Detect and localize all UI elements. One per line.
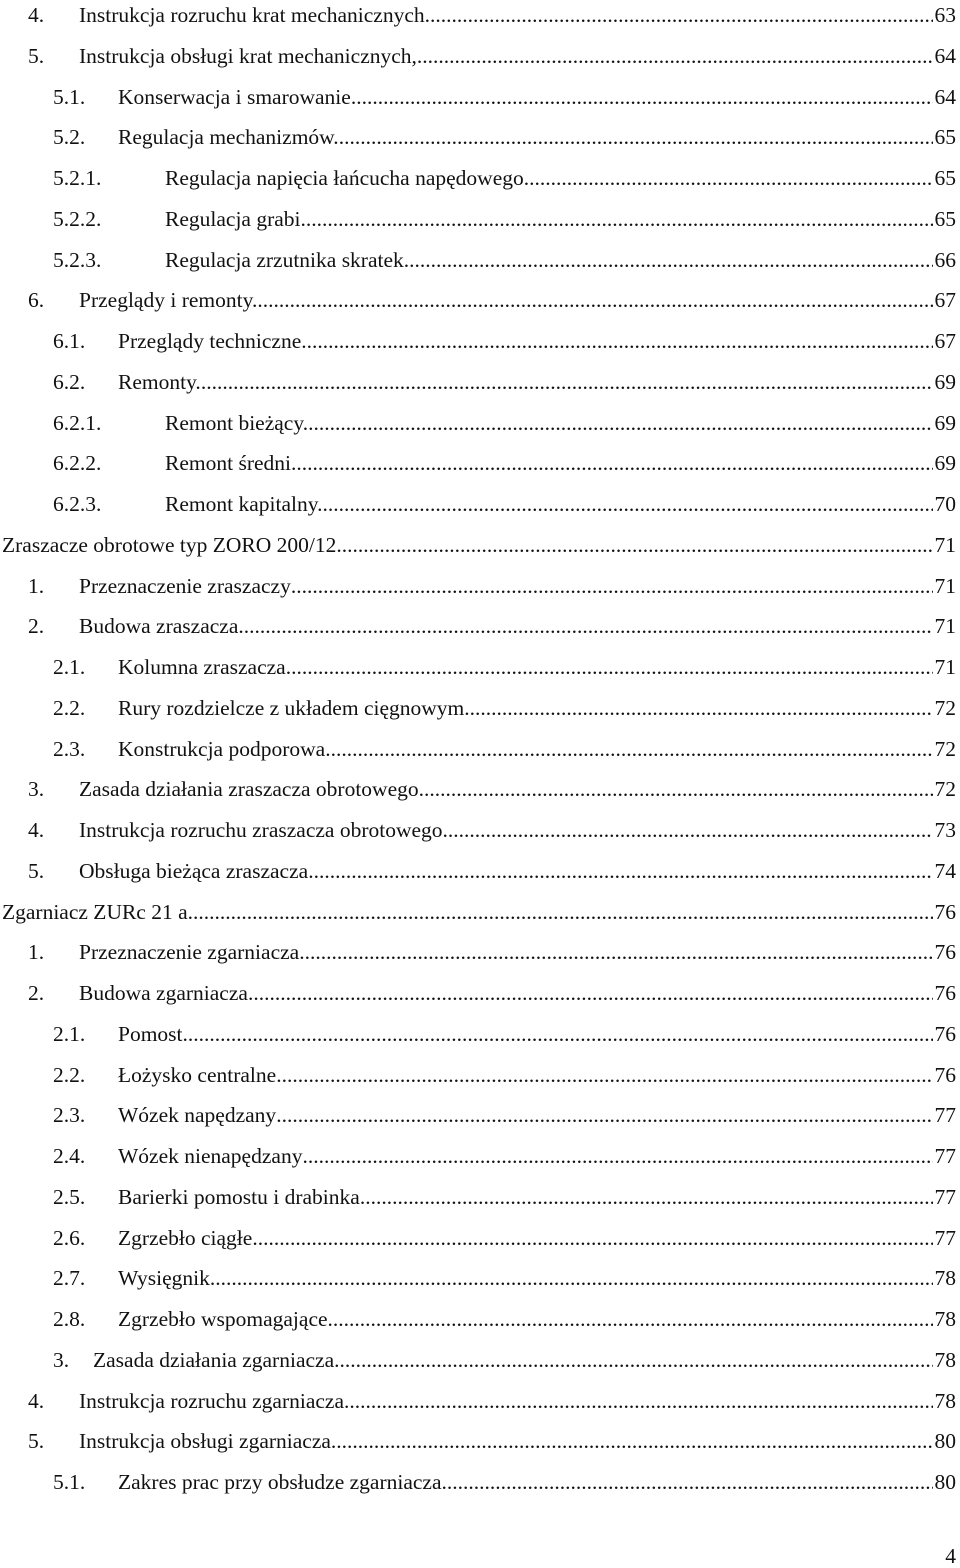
toc-entry-page: 66	[934, 247, 956, 272]
toc-entry-page: 65	[934, 166, 956, 190]
toc-dot-leader	[276, 1060, 932, 1090]
toc-entry-title: Zgrzebło ciągłe	[118, 1225, 253, 1250]
toc-entry-page: 72	[934, 736, 956, 761]
toc-entry-title: Zakres prac przy obsłudze zgarniacza	[118, 1470, 442, 1494]
toc-entry[interactable]	[0, 41, 956, 71]
toc-dot-leader	[291, 571, 933, 601]
toc-entry-number: 2.7.	[53, 1266, 86, 1291]
toc-entry-page: 71	[934, 655, 956, 679]
toc-entry[interactable]	[0, 937, 956, 967]
toc-entry-page: 65	[934, 125, 956, 150]
toc-entry-page: 69	[934, 410, 956, 435]
toc-entry-number: 2.2.	[53, 695, 86, 720]
toc-entry-number: 6.	[28, 288, 45, 313]
toc-entry-number: 4.	[28, 3, 45, 27]
toc-entry[interactable]	[0, 897, 956, 927]
toc-dot-leader	[308, 856, 932, 886]
toc-entry-page: 76	[934, 899, 956, 924]
toc-entry-number: 5.2.1.	[53, 166, 102, 190]
toc-entry[interactable]	[0, 1060, 956, 1090]
toc-entry-number: 6.1.	[53, 329, 86, 353]
toc-entry-number: 2.1.	[53, 1021, 86, 1046]
toc-entry[interactable]	[0, 1223, 956, 1253]
toc-entry[interactable]	[0, 693, 956, 723]
toc-entry-title: Remont średni.	[165, 451, 297, 476]
toc-entry-title: Remont kapitalny.	[165, 492, 323, 516]
toc-entry-number: 5.	[28, 858, 45, 883]
toc-entry-page: 77	[934, 1184, 956, 1209]
toc-entry-number: 1.	[28, 940, 45, 965]
toc-dot-leader	[331, 1426, 933, 1456]
toc-entry[interactable]	[0, 1141, 956, 1171]
toc-entry[interactable]	[0, 734, 956, 764]
toc-entry-number: 2.8.	[53, 1307, 86, 1331]
toc-dot-leader	[425, 0, 933, 30]
toc-dot-leader	[188, 897, 933, 927]
toc-entry[interactable]	[0, 489, 956, 519]
toc-dot-leader	[248, 978, 933, 1008]
toc-entry-number: 4.	[28, 1388, 45, 1413]
toc-entry-title: Zraszacze obrotowe typ ZORO 200/12	[2, 532, 337, 557]
toc-entry-title: Kolumna zraszacza	[118, 655, 286, 679]
toc-entry-page: 78	[934, 1388, 956, 1413]
toc-entry-page: 76	[934, 1062, 956, 1087]
toc-entry-title: Zgarniacz ZURc 21 a	[2, 899, 188, 924]
toc-entry-number: 6.2.1.	[53, 410, 102, 435]
toc-entry-page: 78	[934, 1266, 956, 1291]
toc-entry-page: 77	[934, 1144, 956, 1168]
toc-entry-page: 64	[934, 43, 956, 68]
toc-entry[interactable]	[0, 978, 956, 1008]
toc-entry-title: Instrukcja rozruchu krat mechanicznych	[79, 3, 425, 27]
toc-entry-page: 78	[934, 1347, 956, 1372]
toc-entry-title: Konstrukcja podporowa	[118, 736, 326, 761]
toc-entry-page: 70	[934, 492, 956, 516]
toc-entry-title: Przeglądy techniczne.	[118, 329, 307, 353]
toc-dot-leader	[529, 163, 932, 193]
toc-entry[interactable]	[0, 1182, 956, 1212]
toc-entry-page: 76	[934, 940, 956, 965]
toc-entry[interactable]	[0, 204, 956, 234]
toc-entry-number: 5.2.	[53, 125, 86, 150]
toc-entry-page: 71	[934, 573, 956, 598]
toc-entry-page: 69	[934, 451, 956, 476]
toc-dot-leader	[306, 204, 933, 234]
toc-entry-number: 2.	[28, 981, 45, 1005]
toc-dot-leader	[286, 652, 933, 682]
toc-entry-page: 71	[934, 532, 956, 557]
toc-entry-page: 74	[934, 858, 956, 883]
toc-entry[interactable]	[0, 1019, 956, 1049]
toc-entry-title: Instrukcja rozruchu zraszacza obrotowego	[79, 818, 443, 842]
toc-entry-number: 1.	[28, 573, 45, 598]
toc-entry[interactable]	[0, 611, 956, 641]
toc-dot-leader	[276, 1100, 932, 1130]
toc-dot-leader	[210, 1263, 933, 1293]
toc-entry-number: 4.	[28, 818, 45, 842]
toc-dot-leader	[308, 408, 932, 438]
toc-entry-page: 80	[934, 1429, 956, 1454]
toc-dot-leader	[325, 734, 932, 764]
toc-entry-title: Przeznaczenie zraszaczy	[79, 573, 291, 598]
toc-entry-number: 6.2.	[53, 369, 86, 394]
toc-entry-page: 80	[934, 1470, 956, 1494]
toc-entry-title: Łożysko centralne	[118, 1062, 277, 1087]
toc-entry-page: 65	[934, 206, 956, 231]
toc-dot-leader	[296, 448, 932, 478]
toc-entry[interactable]	[0, 1263, 956, 1293]
toc-entry[interactable]	[0, 530, 956, 560]
toc-entry-number: 3.	[53, 1347, 70, 1372]
toc-entry-page: 77	[934, 1225, 956, 1250]
toc-entry[interactable]	[0, 571, 956, 601]
toc-entry-number: 5.	[28, 1429, 45, 1454]
toc-entry-title: Instrukcja rozruchu zgarniacza	[79, 1388, 345, 1413]
toc-dot-leader	[419, 774, 933, 804]
toc-entry[interactable]	[0, 163, 956, 193]
toc-dot-leader	[307, 326, 933, 356]
toc-dot-leader	[360, 1182, 933, 1212]
toc-entry-number: 2.5.	[53, 1184, 86, 1209]
toc-entry-number: 2.	[28, 614, 45, 639]
toc-entry-title: Budowa zgarniacza	[79, 981, 248, 1005]
toc-entry[interactable]	[0, 1467, 956, 1497]
toc-entry-page: 72	[934, 695, 956, 720]
toc-dot-leader	[344, 1386, 932, 1416]
toc-dot-leader	[442, 1467, 933, 1497]
toc-entry-page: 67	[934, 288, 956, 313]
toc-entry-page: 69	[934, 369, 956, 394]
toc-dot-leader	[183, 1019, 933, 1049]
toc-entry-title: Remont bieżący.	[165, 410, 309, 435]
toc-entry-title: Przeznaczenie zgarniacza	[79, 940, 300, 965]
toc-entry[interactable]	[0, 1100, 956, 1130]
toc-entry-page: 73	[934, 818, 956, 842]
toc-dot-leader	[351, 82, 933, 112]
toc-entry-title: Rury rozdzielcze z układem cięgnowym	[118, 695, 465, 720]
toc-dot-leader	[328, 1304, 933, 1334]
toc-entry-title: Wózek napędzany	[118, 1103, 277, 1128]
toc-entry-title: Regulacja grabi.	[165, 206, 306, 231]
toc-entry[interactable]	[0, 326, 956, 356]
toc-entry-title: Zasada działania zraszacza obrotowego	[79, 777, 419, 802]
toc-entry-page: 63	[934, 3, 956, 27]
toc-entry[interactable]	[0, 1426, 956, 1456]
toc-entry-title: Pomost	[118, 1021, 183, 1046]
toc-entry[interactable]	[0, 652, 956, 682]
toc-entry[interactable]	[0, 122, 956, 152]
toc-entry-title: Barierki pomostu i drabinka	[118, 1184, 360, 1209]
toc-entry[interactable]	[0, 1386, 956, 1416]
toc-entry-number: 2.1.	[53, 655, 86, 679]
toc-entry-page: 72	[934, 777, 956, 802]
toc-entry[interactable]	[0, 285, 956, 315]
toc-entry[interactable]	[0, 408, 956, 438]
toc-entry-number: 6.2.2.	[53, 451, 102, 476]
toc-entry-number: 5.1.	[53, 1470, 86, 1494]
toc-entry-number: 2.3.	[53, 736, 86, 761]
toc-entry[interactable]	[0, 82, 956, 112]
toc-entry-number: 5.2.3.	[53, 247, 102, 272]
toc-entry-title: Zasada działania zgarniacza	[93, 1347, 335, 1372]
toc-entry-title: Instrukcja obsługi zgarniacza	[79, 1429, 331, 1454]
toc-dot-leader	[322, 489, 932, 519]
toc-entry[interactable]	[0, 815, 956, 845]
toc-entry-title: Regulacja zrzutnika skratek.	[165, 247, 410, 272]
toc-entry-title: Regulacja mechanizmów.	[118, 125, 339, 150]
toc-dot-leader	[339, 122, 933, 152]
toc-entry-number: 2.6.	[53, 1225, 86, 1250]
toc-entry-title: Budowa zraszacza	[79, 614, 239, 639]
toc-entry-number: 6.2.3.	[53, 492, 102, 516]
toc-dot-leader	[464, 693, 932, 723]
toc-dot-leader	[299, 937, 932, 967]
toc-entry-page: 77	[934, 1103, 956, 1128]
toc-entry-number: 5.	[28, 43, 45, 68]
toc-dot-leader	[201, 367, 933, 397]
toc-entry-title: Zgrzebło wspomagające	[118, 1307, 328, 1331]
toc-entry-page: 71	[934, 614, 956, 639]
toc-entry-page: 76	[934, 1021, 956, 1046]
toc-entry-title: Przeglądy i remonty.	[79, 288, 258, 313]
toc-entry[interactable]	[0, 1345, 956, 1375]
toc-entry-title: Wózek nienapędzany	[118, 1144, 303, 1168]
toc-dot-leader	[336, 530, 932, 560]
toc-entry[interactable]	[0, 856, 956, 886]
toc-entry[interactable]	[0, 1304, 956, 1334]
toc-entry[interactable]	[0, 448, 956, 478]
toc-entry[interactable]	[0, 0, 956, 30]
toc-entry-page: 64	[934, 84, 956, 109]
toc-entry-number: 5.1.	[53, 84, 86, 109]
toc-entry-number: 2.4.	[53, 1144, 86, 1168]
toc-dot-leader	[409, 245, 932, 275]
toc-entry-title: Regulacja napięcia łańcucha napędowego.	[165, 166, 530, 190]
toc-dot-leader	[257, 285, 932, 315]
toc-entry[interactable]	[0, 245, 956, 275]
toc-entry[interactable]	[0, 774, 956, 804]
toc-dot-leader	[334, 1345, 932, 1375]
toc-entry-page: 76	[934, 981, 956, 1005]
toc-entry-number: 3.	[28, 777, 45, 802]
toc-dot-leader	[252, 1223, 932, 1253]
toc-entry-number: 2.3.	[53, 1103, 86, 1128]
page-number: 4	[945, 1544, 956, 1568]
toc-entry-title: Remonty.	[118, 369, 201, 394]
toc-dot-leader	[443, 815, 933, 845]
toc-entry-page: 78	[934, 1307, 956, 1331]
toc-entry-number: 2.2.	[53, 1062, 86, 1087]
toc-dot-leader	[238, 611, 932, 641]
toc-entry-page: 67	[934, 329, 956, 353]
toc-entry-title: Instrukcja obsługi krat mechanicznych,	[79, 43, 417, 68]
toc-dot-leader	[417, 41, 933, 71]
toc-dot-leader	[302, 1141, 932, 1171]
toc-entry[interactable]	[0, 367, 956, 397]
toc-entry-title: Obsługa bieżąca zraszacza	[79, 858, 309, 883]
toc-entry-title: Konserwacja i smarowanie	[118, 84, 351, 109]
toc-entry-number: 5.2.2.	[53, 206, 102, 231]
toc-entry-title: Wysięgnik	[118, 1266, 210, 1291]
